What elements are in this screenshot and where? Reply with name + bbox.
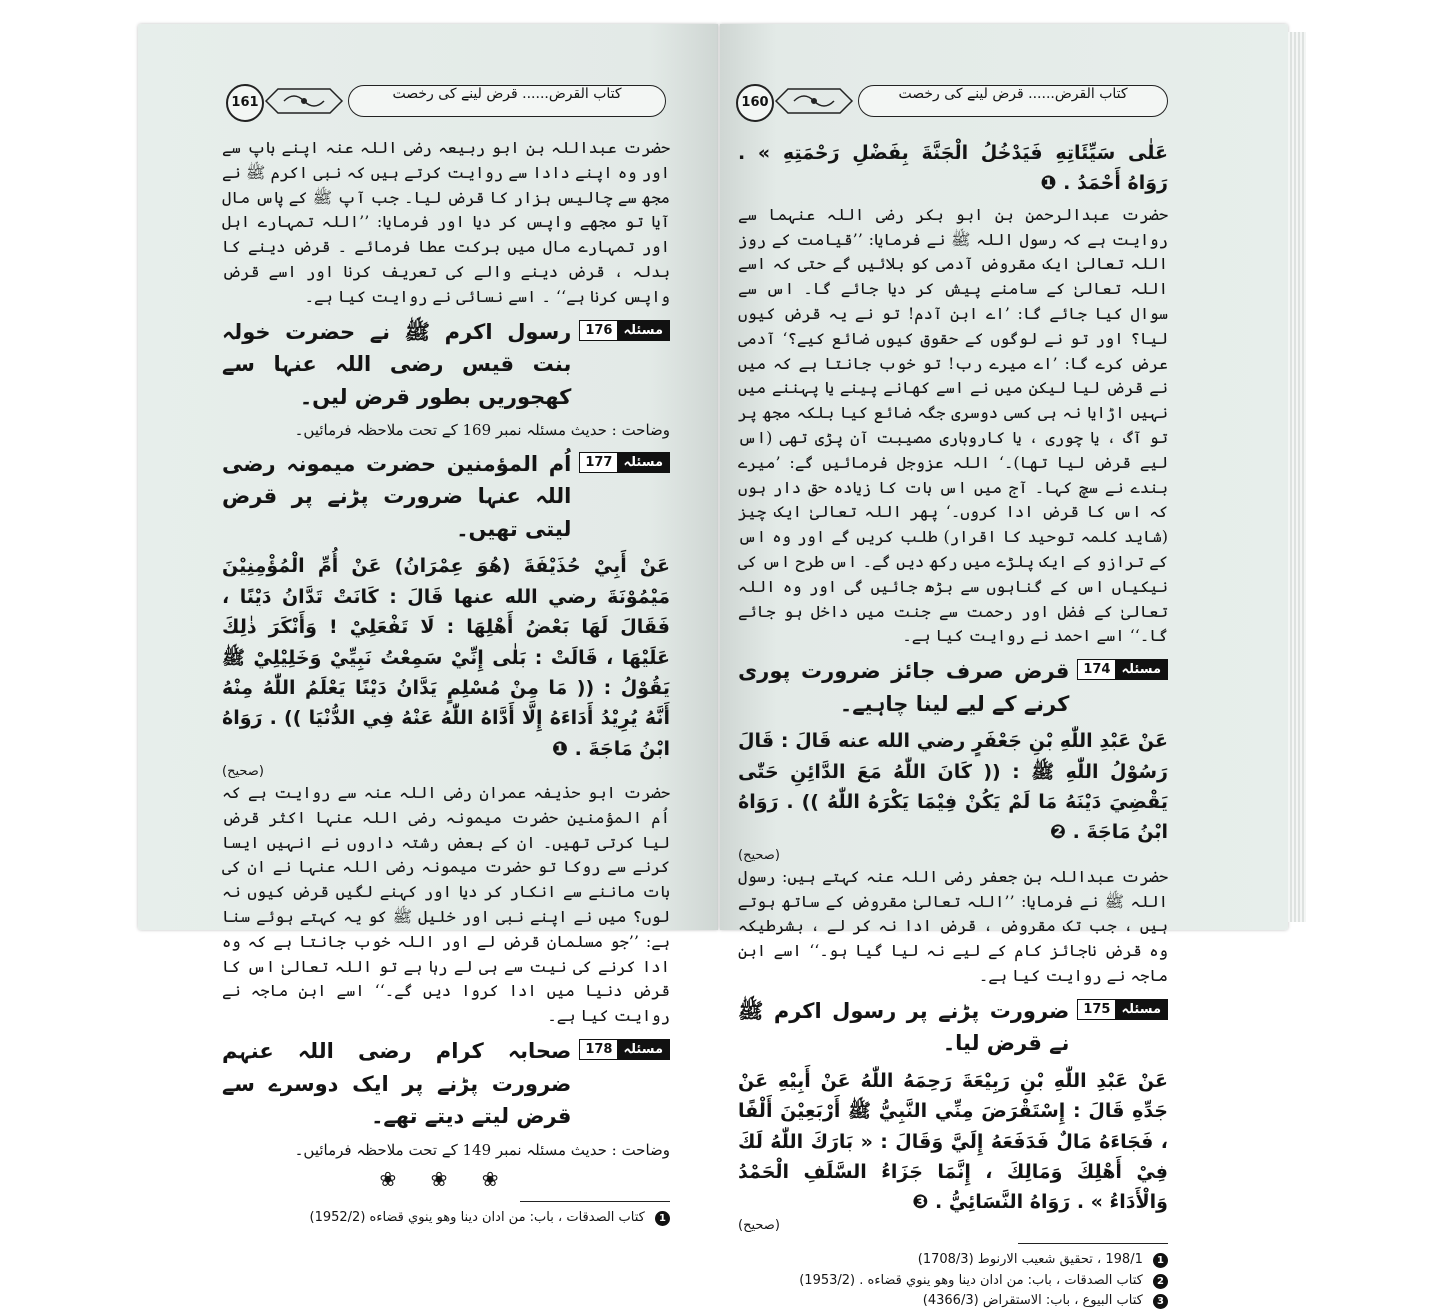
arabic-hadith: عَنْ عَبْدِ اللّٰهِ بْنِ جَعْفَرٍ رضي الله عنه قَالَ : قَالَ رَسُوْلُ اللّٰهِ ﷺ : (( كَانَ اللّٰهُ مَعَ الدَّائِنِ حَتّٰى يَقْضِيَ دَيْنَهُ مَا لَمْ يَكُنْ فِيْمَا يَكْرَهُ اللّٰهُ )) . رَوَاهُ ابْنُ مَاجَةَ . ❷ bbox=[738, 730, 1168, 844]
masala-badge: مسئلہ 176 bbox=[579, 320, 670, 341]
right-page-header bbox=[736, 80, 1168, 124]
masala-heading bbox=[222, 1035, 670, 1133]
masala-title: رسول اکرم ﷺ نے حضرت خولہ بنت قیس رضی اللہ عنہا سے کھجوریں بطور قرض لیں۔ bbox=[222, 319, 572, 409]
arabic-hadith: عَنْ أَبِيْ حُذَيْفَةَ (هُوَ عِمْرَانُ) عَنْ أُمِّ الْمُؤْمِنِيْنَ مَيْمُوْنَةَ رضي الله عنها قَالَ : كَانَتْ تَدَّانُ دَيْنًا ، فَقَالَ لَهَا بَعْضُ أَهْلِهَا : لَا تَفْعَلِيْ ! وَأَنْكَرَ ذٰلِكَ عَلَيْهَا ، قَالَتْ : بَلٰى إِنِّيْ سَمِعْتُ نَبِيِّيْ وَخَلِيْلِيْ ﷺ يَقُوْلُ : (( مَا مِنْ مُسْلِمٍ يَدَّانُ دَيْنًا يَعْلَمُ اللّٰهُ مِنْهُ أَنَّهُ يُرِيْدُ أَدَاءَهُ إِلَّا أَدَّاهُ اللّٰهُ عَنْهُ فِي الدُّنْيَا )) . رَوَاهُ ابْنُ مَاجَةَ . ❶ bbox=[222, 555, 670, 760]
hadith-translation: حضرت عبداللہ بن جعفر رضی اللہ عنہ کہتے ہیں: رسول اللہ ﷺ نے فرمایا: ’’اللہ تعالیٰ مقروض کے ساتھ ہوتے ہیں ، جب تک مقروض ، قرض ادا نہ کر لے ، بشرطیکہ وہ قرض ناجائز کام کے لیے نہ لیا گیا ہو۔‘‘ اسے ابن ماجہ نے روایت کیا ہے۔ bbox=[738, 866, 1168, 985]
footnote: 1 198/1 ، تحقیق شعیب الارنوط (1708/3) bbox=[738, 1250, 1168, 1271]
clarification-note: وضاحت : حدیث مسئلہ نمبر 169 کے تحت ملاحظہ فرمائیں۔ bbox=[294, 421, 670, 440]
masala-heading bbox=[222, 448, 670, 546]
footnote: 3 کتاب البیوع ، باب: الاستقراض (4366/3) bbox=[738, 1291, 1168, 1312]
masala-badge: مسئلہ 174 bbox=[1077, 659, 1168, 680]
hadith-grade: (صحیح) bbox=[222, 764, 264, 780]
masala-title: اُم المؤمنین حضرت میمونہ رضی اللہ عنہا ضرورت پڑنے پر قرض لیتی تھیں۔ bbox=[222, 451, 572, 541]
page-number: 161 bbox=[226, 84, 264, 122]
masala-badge: مسئلہ 178 bbox=[579, 1039, 670, 1060]
running-title: کتاب القرض...... قرض لینے کی رخصت bbox=[858, 85, 1168, 117]
right-page-content bbox=[738, 136, 1168, 1312]
masala-title: ضرورت پڑنے پر رسول اکرم ﷺ نے قرض لیا۔ bbox=[738, 998, 1070, 1056]
hadith-translation: حضرت ابو حذیفہ عمران رضی اللہ عنہ سے روایت ہے کہ اُم المؤمنین حضرت میمونہ رضی اللہ عنہا اکثر قرض لیا کرتی تھیں۔ ان کے بعض رشتہ داروں نے انہیں ایسا کرنے سے روکا تو حضرت میمونہ رضی اللہ عنہا نے ان کی بات ماننے سے انکار کر دیا اور کہنے لگیں قرض کیوں نہ لوں؟ میں نے اپنے نبی اور خلیل ﷺ کو یہ کہتے ہوئے سنا ہے: ’’جو مسلمان قرض لے اور اللہ خوب جانتا ہے کہ وہ ادا کرنے کی نیت سے ہی لے رہا ہے تو اللہ تعالیٰ اس کا قرض دنیا میں ادا کروا دیں گے۔‘‘ اسے ابن ماجہ نے روایت کیا ہے۔ bbox=[222, 783, 670, 1026]
hadith-grade: (صحیح) bbox=[738, 1217, 780, 1233]
arabic-hadith: عَنْ عَبْدِ اللّٰهِ بْنِ رَبِيْعَةَ رَحِمَهُ اللّٰهُ عَنْ أَبِيْهِ عَنْ جَدِّهِ قَالَ : إِسْتَقْرَضَ مِنِّي النَّبِيُّ ﷺ أَرْبَعِيْنَ أَلْفًا ، فَجَاءَهُ مَالٌ فَدَفَعَهُ إِلَيَّ وَقَالَ : « بَارَكَ اللّٰهُ لَكَ فِيْ أَهْلِكَ وَمَالِكَ ، إِنَّمَا جَزَاءُ السَّلَفِ الْحَمْدُ وَالْأَدَاءُ » . رَوَاهُ النَّسَائِيُّ . ❸ bbox=[738, 1069, 1168, 1214]
footnote-divider bbox=[520, 1201, 670, 1202]
masala-heading bbox=[738, 995, 1168, 1060]
page-number: 160 bbox=[736, 84, 774, 122]
open-book bbox=[128, 18, 1313, 1309]
masala-badge: مسئلہ 177 bbox=[579, 452, 670, 473]
left-page bbox=[138, 24, 718, 1226]
footnote: 2 كتاب الصدقات ، باب: من ادان دينا وهو ينوي قضاءه . (1953/2) bbox=[738, 1271, 1168, 1292]
hadith-translation: حضرت عبدالرحمن بن ابو بکر رضی اللہ عنہما سے روایت ہے کہ رسول اللہ ﷺ نے فرمایا: ’’قیامت کے روز اللہ تعالیٰ ایک مقروض آدمی کو بلائیں گے حتی کہ اسے اللہ تعالیٰ کے سامنے پیش کر دیا جائے گا۔ اس سے سوال کیا جائے گا: ’اے ابن آدم! تو نے یہ قرض کیوں لیا؟ اور تو نے لوگوں کے حقوق کیوں ضائع کیے؟‘ آدمی عرض کرے گا: ’اے میرے رب! تو خوب جانتا ہے کہ میں نے قرض لیا لیکن میں نے اسے کھانے پینے یا پہننے میں نہیں اڑایا نہ ہی کسی دوسری جگہ ضائع کیا بلکہ مجھ پر تو آگ ، یا چوری ، یا کاروباری مصیبت آن پڑی تھی (اس لیے قرض لیا تھا)۔‘ اللہ عزوجل فرمائیں گے: ’میرے بندے نے سچ کہا۔ آج میں اس بات کا زیادہ حق دار ہوں کہ اس کا قرض ادا کروں۔‘ پھر اللہ تعالیٰ ایک چیز (شاید کلمہ توحید کا اقرار) طلب کریں گے اور وہ اس کے ترازو کے ایک پلڑے میں رکھ دیں گے۔ اس طرح اس کی نیکیاں اس کے گناہوں سے بڑھ جائیں گی اور وہ اللہ تعالیٰ کے فضل اور رحمت سے جنت میں داخل ہو جائے گا۔‘‘ اسے احمد نے روایت کیا ہے۔ bbox=[738, 204, 1168, 646]
right-page bbox=[720, 24, 1288, 1309]
footnote-divider bbox=[1018, 1243, 1168, 1244]
footnote: 1 كتاب الصدقات ، باب: من ادان دينا وهو ينوي قضاءه (1952/2) bbox=[222, 1208, 670, 1229]
masala-heading bbox=[222, 316, 670, 414]
left-page-header bbox=[226, 80, 666, 124]
masala-title: قرض صرف جائز ضرورت پوری کرنے کے لیے لینا چاہیے۔ bbox=[738, 659, 1070, 716]
clarification-note: وضاحت : حدیث مسئلہ نمبر 149 کے تحت ملاحظہ فرمائیں۔ bbox=[294, 1140, 670, 1159]
masala-badge: مسئلہ 175 bbox=[1077, 999, 1168, 1020]
masala-heading bbox=[738, 655, 1168, 720]
section-separator: ❀ ❀ ❀ bbox=[379, 1167, 513, 1192]
hadith-translation: حضرت عبداللہ بن ابو ربیعہ رضی اللہ عنہ اپنے باپ سے اور وہ اپنے دادا سے روایت کرتے ہیں کہ نبی اکرم ﷺ نے مجھ سے چالیس ہزار کا قرض لیا۔ جب آپ ﷺ کے پاس مال آیا تو مجھے واپس کر دیا اور فرمایا: ’’اللہ تمہارے اہل اور تمہارے مال میں برکت عطا فرمائے ۔ قرض دینے کا بدلہ ، قرض دینے والے کی تعریف کرنا اور اسے قرض واپس کرنا ہے‘‘ ۔ اسے نسائی نے روایت کیا ہے۔ bbox=[222, 138, 670, 306]
header-ornament-icon bbox=[264, 86, 344, 116]
masala-title: صحابہ کرام رضی اللہ عنہم ضرورت پڑنے پر ایک دوسرے سے قرض لیتے دیتے تھے۔ bbox=[222, 1039, 572, 1129]
page-edges bbox=[1288, 32, 1306, 922]
header-ornament-icon bbox=[774, 86, 854, 116]
arabic-hadith: عَلٰى سَيِّئَاتِهِ فَيَدْخُلُ الْجَنَّةَ بِفَضْلِ رَحْمَتِهِ » . رَوَاهُ أَحْمَدُ . ❶ bbox=[738, 142, 1168, 195]
running-title: کتاب القرض...... قرض لینے کی رخصت bbox=[348, 85, 666, 117]
hadith-grade: (صحیح) bbox=[738, 847, 780, 863]
left-page-content bbox=[222, 136, 670, 1229]
